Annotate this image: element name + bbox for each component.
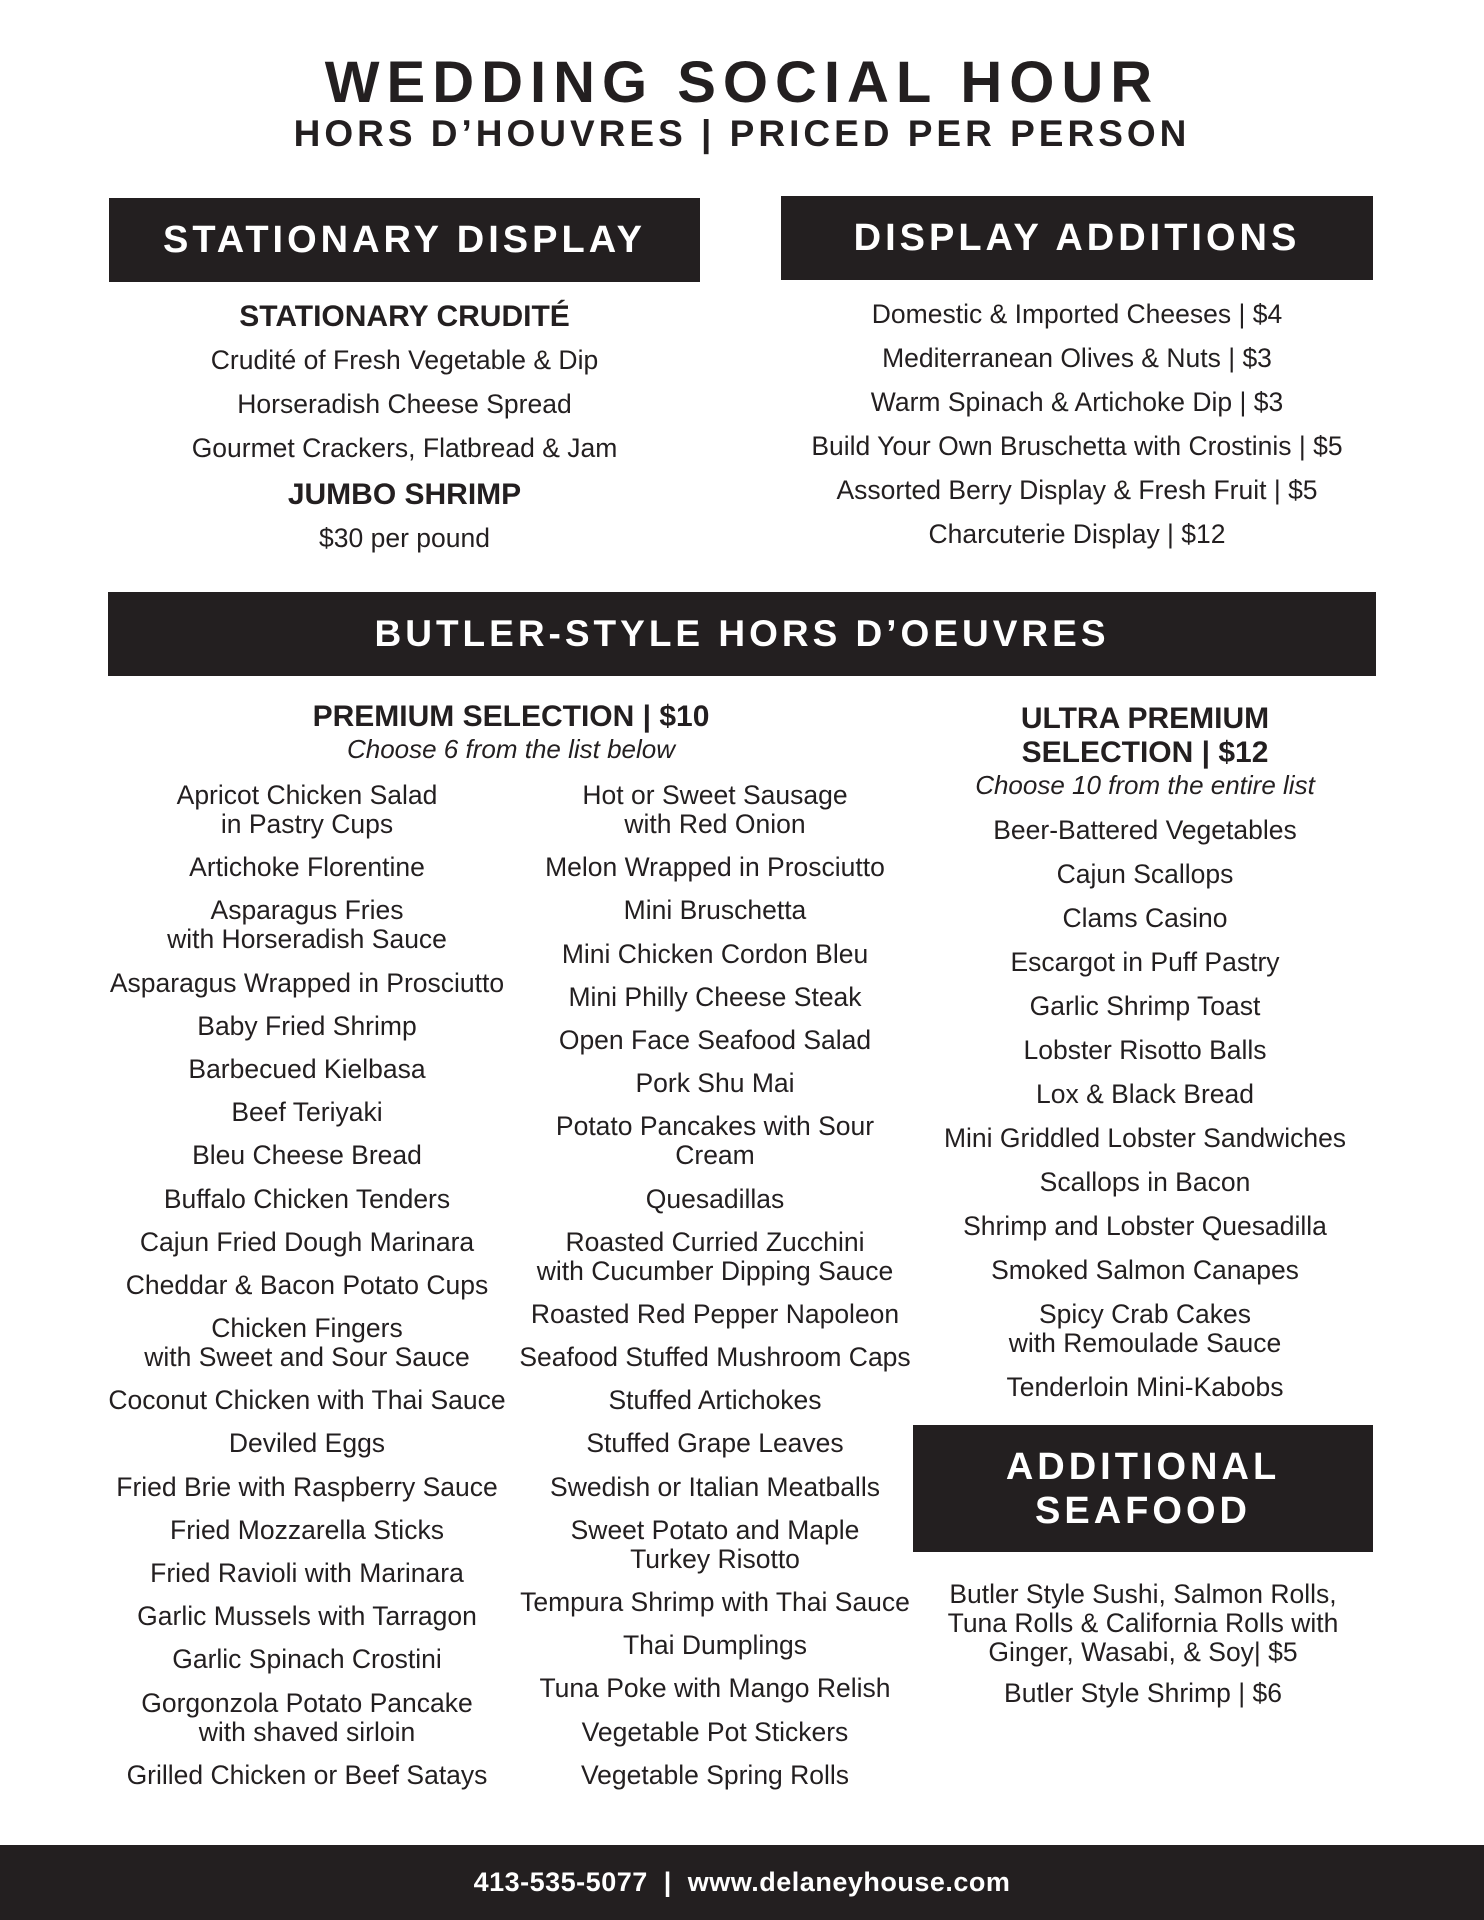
crudite-item: Crudité of Fresh Vegetable & Dip <box>210 345 599 375</box>
additional-seafood-bar <box>913 1425 1373 1552</box>
stationary-section <box>109 300 700 553</box>
menu-item: Cheddar & Bacon Potato Cups <box>125 1269 489 1300</box>
page-title: WEDDING SOCIAL HOUR <box>324 50 1160 115</box>
ultra-premium-item: Lox & Black Bread <box>1035 1079 1254 1109</box>
display-addition-item: Build Your Own Bruschetta with Crostinis | $5 <box>811 431 1343 461</box>
menu-item: Gorgonzola Potato Pancake with shaved sirloin <box>141 1687 473 1747</box>
jumbo-shrimp-heading: JUMBO SHRIMP <box>287 478 522 511</box>
ultra-premium-item: Scallops in Bacon <box>1039 1167 1251 1197</box>
ultra-premium-item: Shrimp and Lobster Quesadilla <box>963 1211 1327 1241</box>
premium-heading: PREMIUM SELECTION | $10 <box>312 700 710 733</box>
seafood-item: Butler Style Sushi, Salmon Rolls, Tuna Rolls & California Rolls with Ginger, Wasabi, & Soy| $5 <box>947 1579 1339 1667</box>
menu-item: Roasted Red Pepper Napoleon <box>530 1298 900 1329</box>
butler-style-bar <box>108 592 1376 676</box>
menu-item: Buffalo Chicken Tenders <box>163 1183 451 1214</box>
crudite-heading: STATIONARY CRUDITÉ <box>239 300 570 333</box>
menu-item: Hot or Sweet Sausage with Red Onion <box>582 780 848 839</box>
jumbo-shrimp-price: $30 per pound <box>319 523 490 553</box>
menu-item: Potato Pancakes with Sour Cream <box>555 1111 875 1171</box>
ultra-premium-item: Smoked Salmon Canapes <box>991 1255 1299 1285</box>
menu-item: Barbecued Kielbasa <box>188 1053 426 1084</box>
menu-item: Chicken Fingers with Sweet and Sour Sauce <box>144 1313 470 1373</box>
ultra-premium-item: Tenderloin Mini-Kabobs <box>1006 1372 1284 1402</box>
menu-item: Coconut Chicken with Thai Sauce <box>108 1385 506 1416</box>
menu-item: Beef Teriyaki <box>231 1097 383 1128</box>
menu-item: Garlic Spinach Crostini <box>172 1644 442 1675</box>
menu-item: Melon Wrapped in Prosciutto <box>545 852 885 883</box>
menu-item: Tuna Poke with Mango Relish <box>539 1673 891 1704</box>
menu-item: Stuffed Grape Leaves <box>586 1428 844 1459</box>
display-additions-bar <box>781 196 1373 280</box>
menu-item: Bleu Cheese Bread <box>192 1140 422 1171</box>
menu-item: Mini Philly Cheese Steak <box>568 981 862 1012</box>
menu-item: Asparagus Wrapped in Prosciutto <box>109 967 505 998</box>
ultra-premium-item: Garlic Shrimp Toast <box>1029 991 1261 1021</box>
menu-item: Artichoke Florentine <box>189 852 425 883</box>
menu-item: Swedish or Italian Meatballs <box>550 1471 880 1502</box>
crudite-item: Gourmet Crackers, Flatbread & Jam <box>191 433 618 463</box>
menu-item: Apricot Chicken Salad in Pastry Cups <box>176 780 438 839</box>
menu-item: Quesadillas <box>645 1183 785 1214</box>
ultra-premium-item: Escargot in Puff Pastry <box>1010 947 1280 977</box>
premium-header <box>108 700 914 764</box>
menu-item: Stuffed Artichokes <box>608 1385 822 1416</box>
menu-item: Open Face Seafood Salad <box>558 1024 872 1055</box>
menu-item: Fried Ravioli with Marinara <box>150 1558 464 1588</box>
butler-style-label: BUTLER-STYLE HORS D’OEUVRES <box>374 613 1110 654</box>
footer-bar <box>0 1845 1484 1920</box>
footer-contact: 413-535-5077 | www.delaneyhouse.com <box>473 1867 1011 1897</box>
crudite-list <box>109 346 700 463</box>
premium-column-1 <box>108 781 506 1804</box>
menu-item: Pork Shu Mai <box>635 1068 795 1099</box>
premium-column-2 <box>515 781 915 1804</box>
ultra-premium-section <box>916 702 1374 1417</box>
menu-item: Thai Dumplings <box>622 1630 808 1661</box>
menu-item: Garlic Mussels with Tarragon <box>137 1601 477 1632</box>
menu-item: Grilled Chicken or Beef Satays <box>126 1759 488 1790</box>
display-additions-label: DISPLAY ADDITIONS <box>853 216 1301 259</box>
menu-item: Sweet Potato and Maple Turkey Risotto <box>570 1514 860 1574</box>
menu-item: Cajun Fried Dough Marinara <box>139 1226 475 1257</box>
ultra-premium-note: Choose 10 from the entire list <box>975 770 1315 800</box>
menu-item: Vegetable Spring Rolls <box>580 1759 850 1790</box>
ultra-premium-item: Spicy Crab Cakes with Remoulade Sauce <box>1008 1299 1282 1358</box>
stationary-display-label: STATIONARY DISPLAY <box>162 218 647 261</box>
menu-item: Asparagus Fries with Horseradish Sauce <box>167 895 447 955</box>
menu-item: Mini Chicken Cordon Bleu <box>561 938 869 969</box>
menu-item: Roasted Curried Zucchini with Cucumber Dipping Sauce <box>536 1226 894 1286</box>
ultra-premium-item: Beer-Battered Vegetables <box>993 815 1297 845</box>
display-addition-item: Assorted Berry Display & Fresh Fruit | $5 <box>836 475 1318 505</box>
ultra-premium-item: Clams Casino <box>1062 903 1228 933</box>
display-addition-item: Charcuterie Display | $12 <box>928 519 1226 549</box>
menu-item: Baby Fried Shrimp <box>197 1010 417 1041</box>
ultra-premium-item: Lobster Risotto Balls <box>1023 1035 1267 1065</box>
display-addition-item: Warm Spinach & Artichoke Dip | $3 <box>870 387 1284 417</box>
menu-item: Tempura Shrimp with Thai Sauce <box>520 1587 910 1617</box>
menu-item: Mini Bruschetta <box>623 895 807 926</box>
menu-item: Fried Brie with Raspberry Sauce <box>116 1471 498 1502</box>
menu-item: Fried Mozzarella Sticks <box>170 1514 444 1545</box>
crudite-item: Horseradish Cheese Spread <box>237 389 572 419</box>
menu-item: Vegetable Pot Stickers <box>581 1716 849 1747</box>
additional-seafood-list <box>913 1580 1373 1720</box>
ultra-premium-item: Cajun Scallops <box>1056 859 1234 889</box>
seafood-item: Butler Style Shrimp | $6 <box>1004 1678 1282 1708</box>
display-additions-list <box>781 300 1373 564</box>
additional-seafood-label-1: ADDITIONAL <box>1005 1445 1281 1488</box>
display-addition-item: Domestic & Imported Cheeses | $4 <box>871 299 1283 329</box>
display-addition-item: Mediterranean Olives & Nuts | $3 <box>882 343 1272 373</box>
stationary-display-bar <box>109 198 700 282</box>
additional-seafood-label-2: SEAFOOD <box>1035 1489 1251 1532</box>
premium-note: Choose 6 from the list below <box>346 734 676 764</box>
menu-item: Deviled Eggs <box>228 1428 386 1459</box>
page-subtitle: HORS D’HOUVRES | PRICED PER PERSON <box>293 113 1191 154</box>
menu-item: Seafood Stuffed Mushroom Caps <box>519 1342 911 1373</box>
ultra-premium-heading: ULTRA PREMIUM SELECTION | $12 <box>1020 702 1270 769</box>
ultra-premium-list <box>916 816 1374 1402</box>
ultra-premium-item: Mini Griddled Lobster Sandwiches <box>943 1123 1347 1153</box>
